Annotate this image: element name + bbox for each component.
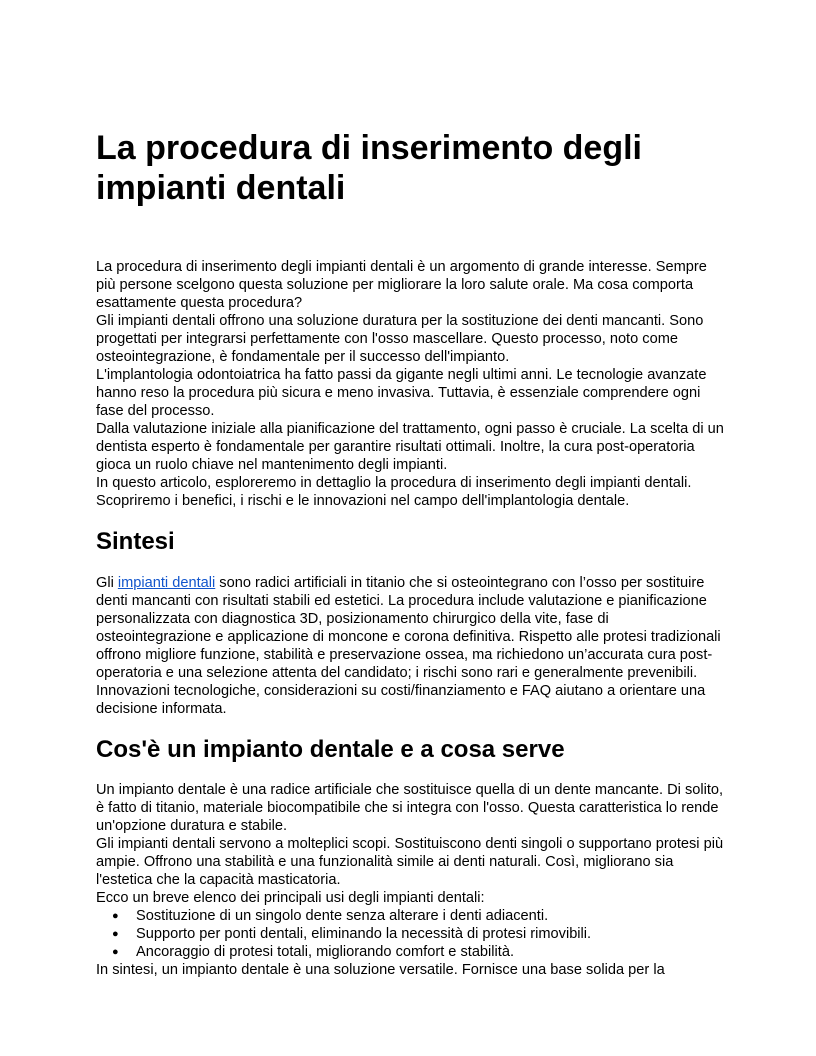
sintesi-body-text: sono radici artificiali in titanio che si osteointegrano con l’osso per sostituire denti mancanti con risultati stabili ed estetici. La procedura include valutazione e pianificazione personalizzata con diagnostica 3D, posizionamento chirurgico della vite, fase di osteointegrazione e applicazione di moncone e corona definitiva. Rispetto alle protesi tradizionali offrono migliore funzione, stabilità e preservazione ossea, ma richiedono un’accurata cura post-operatoria e una selezione attenta del candidato; i rischi sono rari e generalmente prevenibili. Innovazioni tecnologiche, considerazioni su costi/finanziamento e FAQ aiutano a orientare una decisione informata. [96,575,721,717]
section-heading-sintesi: Sintesi [96,528,175,555]
bullet-icon: ● [112,928,119,940]
intro-section [96,258,726,510]
intro-paragraph: In questo articolo, esploreremo in dettaglio la procedura di inserimento degli impianti dentali. Scopriremo i benefici, i rischi e le innovazioni nel campo dell'implantologia dentale. [96,475,692,509]
uses-list [96,907,726,961]
cose-paragraph: Ecco un breve elenco dei principali usi degli impianti dentali: [96,890,485,906]
impianti-dentali-link[interactable]: impianti dentali [117,575,216,591]
intro-paragraph: Dalla valutazione iniziale alla pianificazione del trattamento, ogni passo è cruciale. La scelta di un dentista esperto è fondamentale per garantire risultati ottimali. Inoltre, la cura post-operatoria gioca un ruolo chiave nel mantenimento degli impianti. [96,421,724,473]
bullet-icon: ● [112,946,119,958]
list-item-text: Supporto per ponti dentali, eliminando la necessità di protesi rimovibili. [136,926,592,942]
list-item [96,943,726,961]
list-item [96,925,726,943]
intro-paragraph: L'implantologia odontoiatrica ha fatto passi da gigante negli ultimi anni. Le tecnologie avanzate hanno reso la procedura più sicura e meno invasiva. Tuttavia, è essenziale comprendere ogni fase del processo. [96,367,707,419]
sintesi-prefix: Gli [96,575,118,591]
sintesi-paragraph [96,574,726,718]
document-page [96,128,726,979]
list-item-text: Sostituzione di un singolo dente senza alterare i denti adiacenti. [136,908,549,924]
cose-paragraph: Gli impianti dentali servono a molteplici scopi. Sostituiscono denti singoli o supportano protesi più ampie. Offrono una stabilità e una funzionalità simile ai denti naturali. Così, migliorano sia l'estetica che la capacità masticatoria. [96,836,724,888]
page-title: La procedura di inserimento degli impianti dentali [96,129,642,207]
section-heading-cose: Cos'è un impianto dentale e a cosa serve [96,736,565,763]
list-item [96,907,726,925]
intro-paragraph: La procedura di inserimento degli impianti dentali è un argomento di grande interesse. Sempre più persone scelgono questa soluzione per migliorare la loro salute orale. Ma cosa comporta esattamente questa procedura? [96,259,707,311]
cose-paragraph: Un impianto dentale è una radice artificiale che sostituisce quella di un dente mancante. Di solito, è fatto di titanio, materiale biocompatibile che si integra con l'osso. Questa caratteristica lo rende un'opzione duratura e stabile. [96,782,724,834]
cose-section [96,781,726,979]
cose-closing-paragraph: In sintesi, un impianto dentale è una soluzione versatile. Fornisce una base solida per la [96,962,665,978]
bullet-icon: ● [112,910,119,922]
intro-paragraph: Gli impianti dentali offrono una soluzione duratura per la sostituzione dei denti mancanti. Sono progettati per integrarsi perfettamente con l'osso mascellare. Questo processo, noto come osteointegrazione, è fondamentale per il successo dell'impianto. [96,313,704,365]
list-item-text: Ancoraggio di protesi totali, migliorando comfort e stabilità. [136,944,515,960]
